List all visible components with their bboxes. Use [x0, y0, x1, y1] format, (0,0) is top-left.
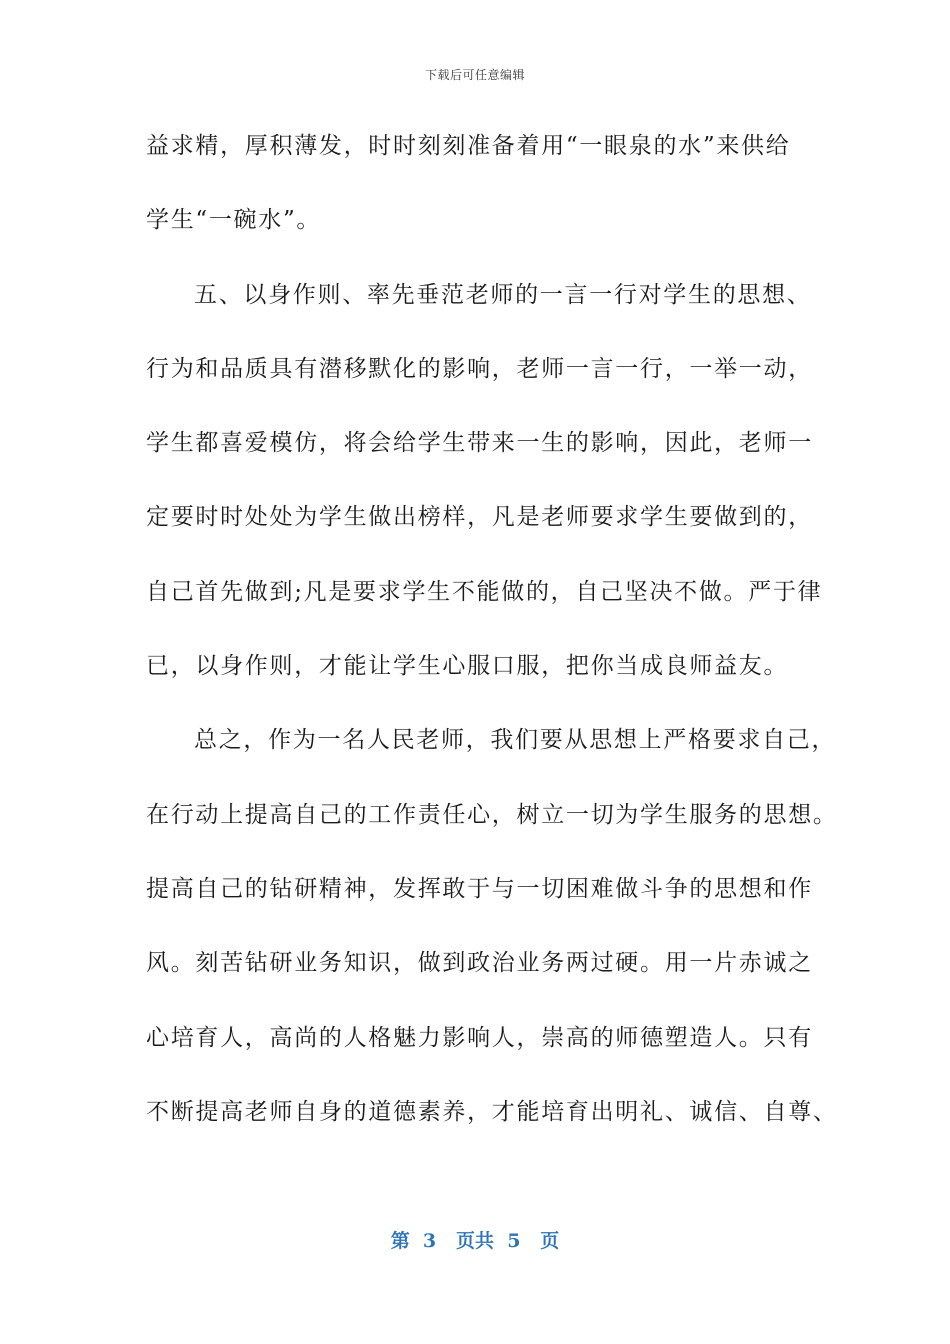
paragraph-start-line: 总之，作为一名人民老师，我们要从思想上严格要求自己，: [194, 727, 837, 754]
text-line: 行为和品质具有潜移默化的影响，老师一言一行，一举一动，: [146, 355, 813, 382]
text-line: 在行动上提高自己的工作责任心，树立一切为学生服务的思想。: [146, 801, 838, 828]
text-line: 已，以身作则，才能让学生心服口服，把你当成良师益友。: [146, 653, 789, 680]
text-line: 学生都喜爱模仿，将会给学生带来一生的影响，因此，老师一: [146, 430, 813, 457]
text-line: 学生“一碗水”。: [146, 207, 322, 234]
document-body: [146, 126, 838, 1166]
text-line: 不断提高老师自身的道德素养，才能培育出明礼、诚信、自尊、: [146, 1098, 838, 1125]
page-number-footer: 第 3 页共 5 页: [390, 1230, 560, 1252]
text-line: 自己首先做到;凡是要求学生不能做的，自己坚决不做。严于律: [146, 578, 823, 605]
page-header-note: 下载后可任意编辑: [424, 68, 525, 82]
text-line: 定要时时处处为学生做出榜样，凡是老师要求学生要做到的，: [146, 504, 813, 531]
text-line: 心培育人，高尚的人格魅力影响人，崇高的师德塑造人。只有: [146, 1024, 813, 1051]
text-line: 益求精，厚积薄发，时时刻刻准备着用“一眼泉的水”来供给: [146, 133, 791, 159]
text-line: 提高自己的钻研精神，发挥敢于与一切困难做斗争的思想和作: [146, 875, 813, 902]
paragraph-start-line: 五、以身作则、率先垂范老师的一言一行对学生的思想、: [194, 281, 812, 308]
text-line: 风。刻苦钻研业务知识，做到政治业务两过硬。用一片赤诚之: [146, 950, 813, 977]
